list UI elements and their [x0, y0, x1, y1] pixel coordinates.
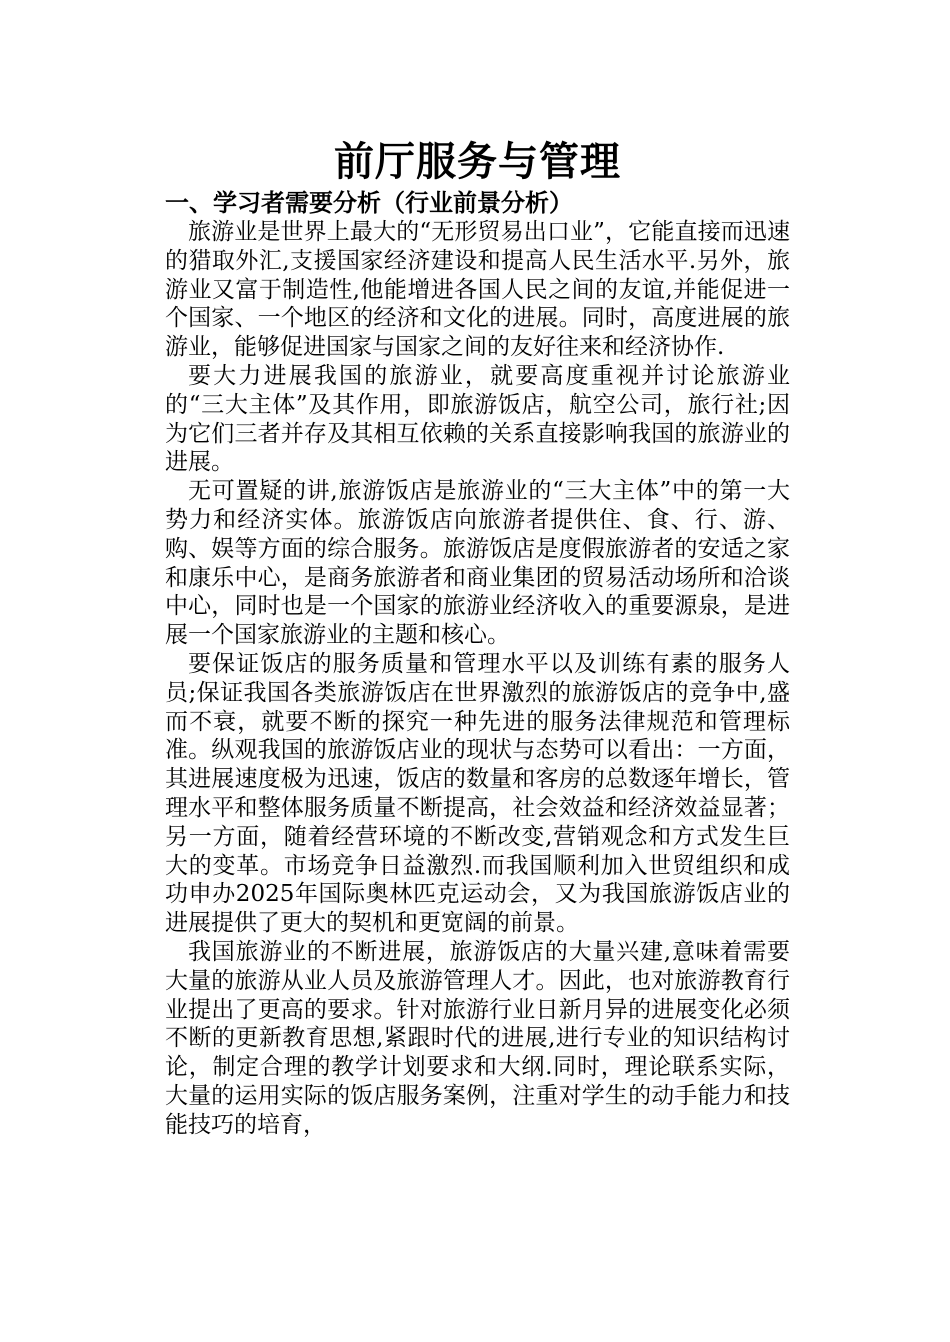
paragraph: 无可置疑的讲,旅游饭店是旅游业的“三大主体”中的第一大势力和经济实体。旅游饭店向旅游者提供住、食、行、游、购、娱等方面的综合服务。旅游饭店是度假旅游者的安适之家和康乐中心，是商务旅游者和商业集团的贸易活动场所和洽谈中心，同时也是一个国家的旅游业经济收入的重要源泉，是进展一个国家旅游业的主题和核心。: [165, 478, 790, 649]
paragraph: 旅游业是世界上最大的“无形贸易出口业”，它能直接而迅速的猎取外汇,支援国家经济建设和提高人民生活水平.另外，旅游业又富于制造性,他能增进各国人民之间的友谊,并能促进一个国家、一个地区的经济和文化的进展。同时，高度进展的旅游业，能够促进国家与国家之间的友好往来和经济协作.: [165, 219, 790, 361]
paragraph: 要保证饭店的服务质量和管理水平以及训练有素的服务人员;保证我国各类旅游饭店在世界激烈的旅游饭店的竞争中,盛而不衰，就要不断的探究一种先进的服务法律规范和管理标准。纵观我国的旅游饭店业的现状与态势可以看出：一方面，其进展速度极为迅速，饭店的数量和客房的总数逐年增长，管理水平和整体服务质量不断提高，社会效益和经济效益显著；另一方面，随着经营环境的不断改变,营销观念和方式发生巨大的变革。市场竞争日益激烈.而我国顺利加入世贸组织和成功申办2025年国际奥林匹克运动会，又为我国旅游饭店业的进展提供了更大的契机和更宽阔的前景。: [165, 650, 790, 937]
paragraph: 我国旅游业的不断进展，旅游饭店的大量兴建,意味着需要大量的旅游从业人员及旅游管理人才。因此，也对旅游教育行业提出了更高的要求。针对旅游行业日新月异的进展变化必须不断的更新教育思想,紧跟时代的进展,进行专业的知识结构讨论，制定合理的教学计划要求和大纲.同时，理论联系实际，大量的运用实际的饭店服务案例，注重对学生的动手能力和技能技巧的培育，: [165, 938, 790, 1138]
document-title: 前厅服务与管理: [334, 138, 621, 185]
paragraph: 要大力进展我国的旅游业，就要高度重视并讨论旅游业的“三大主体”及其作用，即旅游饭店，航空公司，旅行社;因为它们三者并存及其相互依赖的关系直接影响我国的旅游业的进展。: [165, 362, 790, 476]
section-heading: 一、学习者需要分析（行业前景分析）: [165, 188, 573, 217]
document-page: [165, 136, 790, 1140]
